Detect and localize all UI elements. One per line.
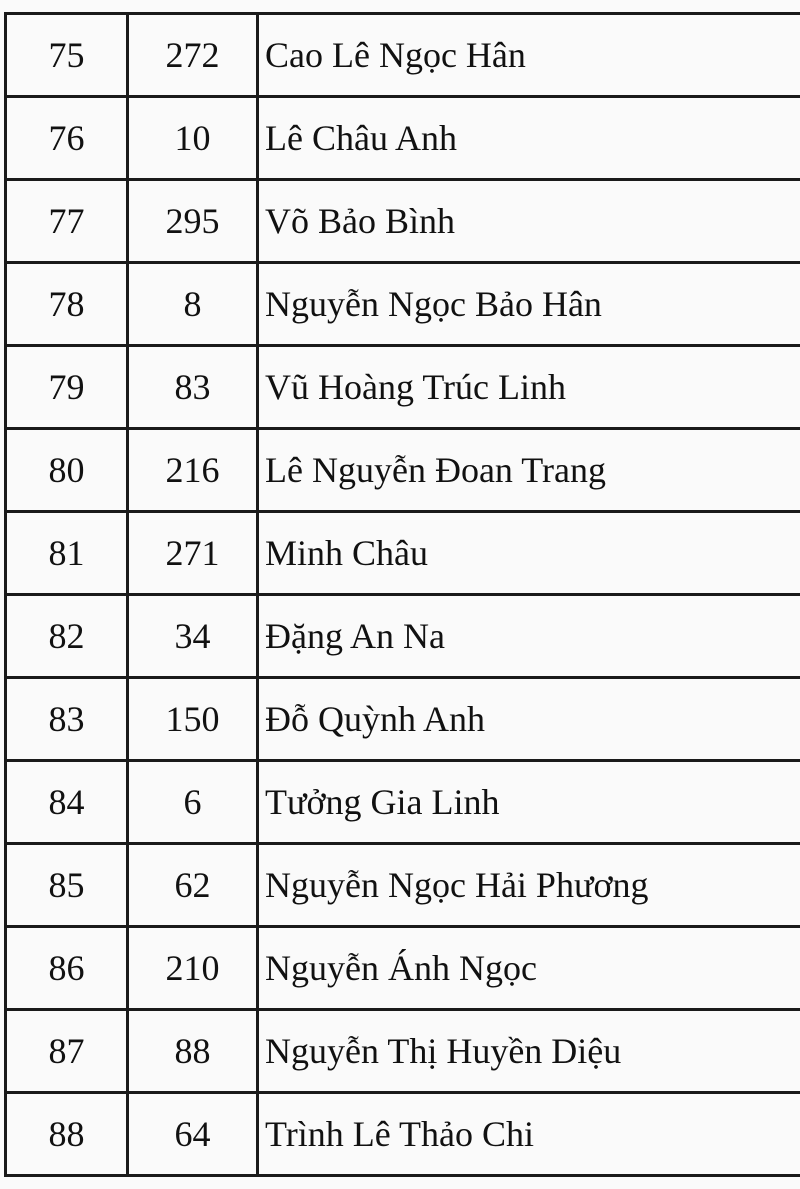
contestant-name-cell: Võ Bảo Bình — [258, 180, 800, 263]
contestant-name-cell: Nguyễn Ngọc Bảo Hân — [258, 263, 800, 346]
contestant-name-cell: Nguyễn Ánh Ngọc — [258, 927, 800, 1010]
contestant-number-cell: 83 — [128, 346, 258, 429]
contestant-number-cell: 210 — [128, 927, 258, 1010]
row-number-cell: 75 — [6, 14, 128, 97]
contestant-name-cell: Đặng An Na — [258, 595, 800, 678]
contestant-table — [4, 12, 800, 1177]
contestant-number-cell: 272 — [128, 14, 258, 97]
contestant-name-cell: Cao Lê Ngọc Hân — [258, 14, 800, 97]
contestant-name-cell: Minh Châu — [258, 512, 800, 595]
row-number-cell: 80 — [6, 429, 128, 512]
row-number-cell: 88 — [6, 1093, 128, 1176]
row-number-cell: 86 — [6, 927, 128, 1010]
table-row — [6, 844, 800, 927]
row-number-cell: 85 — [6, 844, 128, 927]
contestant-number-cell: 34 — [128, 595, 258, 678]
contestant-number-cell: 8 — [128, 263, 258, 346]
row-number-cell: 87 — [6, 1010, 128, 1093]
contestant-number-cell: 295 — [128, 180, 258, 263]
contestant-number-cell: 10 — [128, 97, 258, 180]
row-number-cell: 81 — [6, 512, 128, 595]
contestant-number-cell: 271 — [128, 512, 258, 595]
contestant-name-cell: Tưởng Gia Linh — [258, 761, 800, 844]
contestant-number-cell: 88 — [128, 1010, 258, 1093]
table-row — [6, 927, 800, 1010]
table-row — [6, 761, 800, 844]
table-row — [6, 346, 800, 429]
contestant-name-cell: Nguyễn Thị Huyền Diệu — [258, 1010, 800, 1093]
row-number-cell: 76 — [6, 97, 128, 180]
table-row — [6, 263, 800, 346]
row-number-cell: 84 — [6, 761, 128, 844]
row-number-cell: 78 — [6, 263, 128, 346]
table-row — [6, 1093, 800, 1176]
contestant-number-cell: 150 — [128, 678, 258, 761]
table-row — [6, 97, 800, 180]
table-row — [6, 180, 800, 263]
contestant-name-cell: Lê Nguyễn Đoan Trang — [258, 429, 800, 512]
contestant-name-cell: Nguyễn Ngọc Hải Phương — [258, 844, 800, 927]
contestant-name-cell: Đỗ Quỳnh Anh — [258, 678, 800, 761]
row-number-cell: 82 — [6, 595, 128, 678]
contestant-name-cell: Trình Lê Thảo Chi — [258, 1093, 800, 1176]
table-row — [6, 595, 800, 678]
table-row — [6, 429, 800, 512]
table-row — [6, 14, 800, 97]
contestant-number-cell: 62 — [128, 844, 258, 927]
row-number-cell: 79 — [6, 346, 128, 429]
row-number-cell: 83 — [6, 678, 128, 761]
row-number-cell: 77 — [6, 180, 128, 263]
table-row — [6, 678, 800, 761]
contestant-name-cell: Vũ Hoàng Trúc Linh — [258, 346, 800, 429]
table-row — [6, 512, 800, 595]
contestant-name-cell: Lê Châu Anh — [258, 97, 800, 180]
contestant-number-cell: 216 — [128, 429, 258, 512]
contestant-number-cell: 64 — [128, 1093, 258, 1176]
contestant-table-body — [6, 14, 800, 1176]
table-row — [6, 1010, 800, 1093]
contestant-number-cell: 6 — [128, 761, 258, 844]
